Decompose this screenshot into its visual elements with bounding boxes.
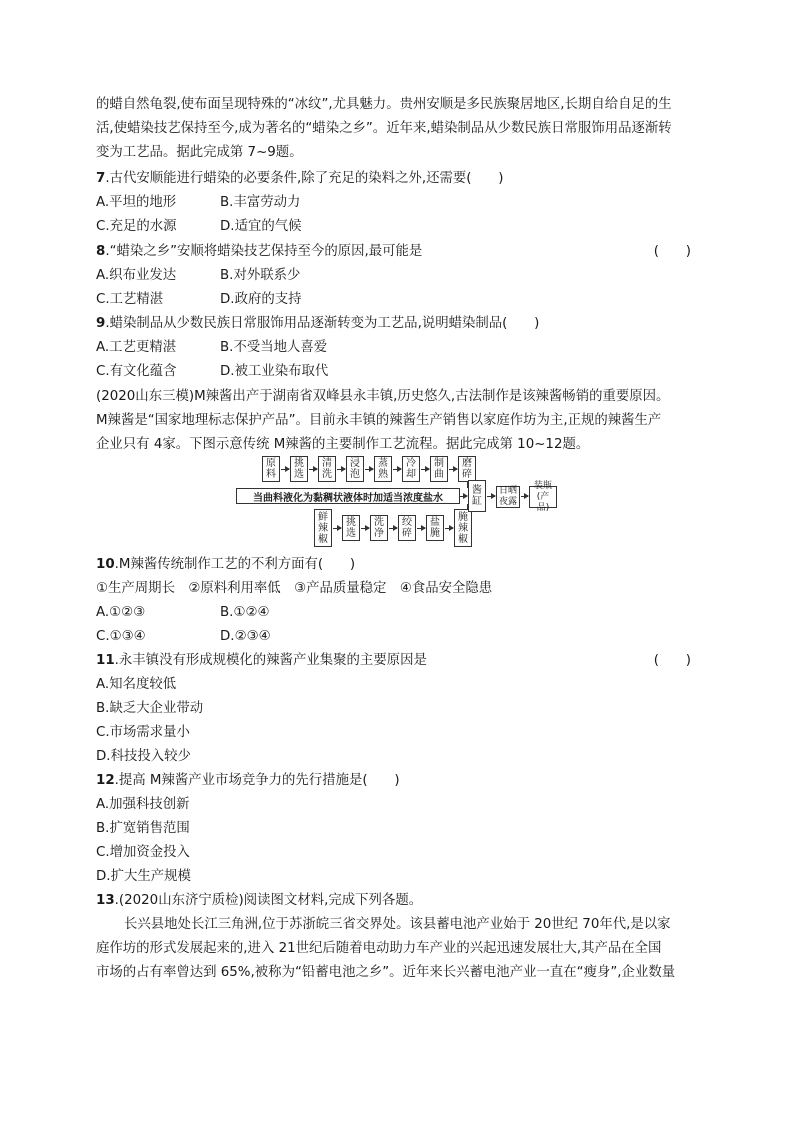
flow-step-top-3: 清洗 xyxy=(318,456,336,482)
intro-line-2: 活,使蜡染技艺保持至今,成为著名的“蜡染之乡”。近年来,蜡染制品从少数民族日常服饰用品逐渐转 xyxy=(96,121,672,136)
flow-sun-dry: 日晒夜露 xyxy=(496,486,520,508)
question-12-option-b: B.扩宽销售范围 xyxy=(96,821,190,836)
flow-arrow-icon xyxy=(361,528,369,529)
passage-2-line-3: 企业只有 4家。下图示意传统 M辣酱的主要制作工艺流程。据此完成第 10~12题。 xyxy=(96,437,590,452)
question-10-items: ①生产周期长 ②原料利用率低 ③产品质量稳定 ④食品安全隐患 xyxy=(96,581,493,596)
question-11-stem: .永丰镇没有形成规模化的辣酱产业集聚的主要原因是 xyxy=(114,653,427,668)
question-9-stem: .蜡染制品从少数民族日常服饰用品逐渐转变为工艺品,说明蜡染制品( ) xyxy=(105,316,540,331)
question-10-number: 10 xyxy=(96,557,115,572)
question-7-option-d: D.适宜的气候 xyxy=(220,219,302,234)
flow-step-top-6: 冷却 xyxy=(402,456,420,482)
question-11-option-c: C.市场需求量小 xyxy=(96,725,190,740)
question-9-option-d: D.被工业染布取代 xyxy=(220,364,329,379)
question-11-answer-paren: ( ) xyxy=(653,653,691,668)
question-13 xyxy=(96,892,422,910)
question-13-number: 13 xyxy=(96,893,115,908)
question-12-option-d: D.扩大生产规模 xyxy=(96,869,191,884)
flow-arrow-icon xyxy=(365,469,373,470)
question-12 xyxy=(96,772,400,790)
flow-step-top-7: 制曲 xyxy=(430,456,448,482)
question-12-stem: .提高 M辣酱产业市场竞争力的先行措施是( ) xyxy=(114,773,400,788)
passage-2-line-1: (2020山东三模)M辣酱出产于湖南省双峰县永丰镇,历史悠久,古法制作是该辣酱畅销的重要原因。 xyxy=(96,389,670,404)
question-8-option-a: A.织布业发达 xyxy=(96,268,177,283)
flow-step-bottom-4: 绞碎 xyxy=(398,515,416,541)
question-12-number: 12 xyxy=(96,773,115,788)
question-8-number: 8 xyxy=(96,244,106,259)
question-11-option-a: A.知名度较低 xyxy=(96,677,177,692)
flow-brine-step: 当曲料液化为黏稠状液体时加适当浓度盐水 xyxy=(236,488,460,504)
question-7-number: 7 xyxy=(96,171,106,186)
flow-arrow-icon xyxy=(487,496,495,497)
question-13-line-2: 庭作坊的形式发展起来的,进入 21世纪后随着电动助力车产业的兴起迅速发展壮大,其产品在全国 xyxy=(96,941,662,956)
flow-arrow-icon xyxy=(333,528,341,529)
flow-step-top-1: 原料 xyxy=(262,456,280,482)
flow-step-bottom-6: 腌辣椒 xyxy=(454,509,472,547)
question-10-option-c: C.①③④ xyxy=(96,629,146,644)
question-13-line-1: 长兴县地处长江三角洲,位于苏浙皖三省交界处。该县蓄电池产业始于 20世纪 70年代,是以家 xyxy=(124,917,671,932)
question-7-stem: .古代安顺能进行蜡染的必要条件,除了充足的染料之外,还需要( ) xyxy=(105,171,504,186)
question-13-stem: .(2020山东济宁质检)阅读图文材料,完成下列各题。 xyxy=(114,893,423,908)
question-9-option-b: B.不受当地人喜爱 xyxy=(220,340,328,355)
flow-arrow-icon xyxy=(393,469,401,470)
flow-step-bottom-5: 盐腌 xyxy=(426,515,444,541)
flow-step-bottom-1: 鲜辣椒 xyxy=(314,509,332,547)
flow-arrow-icon xyxy=(389,528,397,529)
flow-arrow-icon xyxy=(309,469,317,470)
flow-bottling: 装瓶(产品) xyxy=(529,486,557,508)
flow-arrow-icon xyxy=(281,469,289,470)
flow-vat: 酱缸 xyxy=(468,480,486,512)
question-9-option-c: C.有文化蕴含 xyxy=(96,364,177,379)
question-11-option-d: D.科技投入较少 xyxy=(96,749,191,764)
question-7-option-c: C.充足的水源 xyxy=(96,219,177,234)
flow-arrow-icon xyxy=(421,469,429,470)
question-8-option-d: D.政府的支持 xyxy=(220,292,302,307)
question-8-stem: .“蜡染之乡”安顺将蜡染技艺保持至今的原因,最可能是 xyxy=(105,244,423,259)
question-10-option-a: A.①②③ xyxy=(96,605,146,620)
question-11-option-b: B.缺乏大企业带动 xyxy=(96,701,204,716)
flow-step-top-8: 磨碎 xyxy=(458,456,476,482)
question-13-line-3: 市场的占有率曾达到 65%,被称为“铅蓄电池之乡”。近年来长兴蓄电池产业一直在“瘦身”,企业数量 xyxy=(96,965,676,980)
question-8-option-c: C.工艺精湛 xyxy=(96,292,164,307)
question-10-option-b: B.①②④ xyxy=(220,605,270,620)
question-11-number: 11 xyxy=(96,653,115,668)
process-flow-diagram xyxy=(232,454,558,550)
question-10-stem: .M辣酱传统制作工艺的不利方面有( ) xyxy=(114,557,356,572)
question-9-number: 9 xyxy=(96,316,106,331)
flow-step-top-4: 浸泡 xyxy=(346,456,364,482)
question-11 xyxy=(96,652,427,670)
question-10 xyxy=(96,556,355,574)
flow-arrow-icon xyxy=(460,496,467,497)
intro-line-3: 变为工艺品。据此完成第 7~9题。 xyxy=(96,145,303,160)
question-8-answer-paren: ( ) xyxy=(653,244,691,259)
question-12-option-a: A.加强科技创新 xyxy=(96,797,190,812)
question-7-option-b: B.丰富劳动力 xyxy=(220,195,301,210)
flow-arrow-icon xyxy=(337,469,345,470)
question-8-option-b: B.对外联系少 xyxy=(220,268,301,283)
question-8 xyxy=(96,243,422,261)
flow-step-bottom-2: 挑选 xyxy=(342,515,360,541)
question-12-option-c: C.增加资金投入 xyxy=(96,845,190,860)
passage-2-line-2: M辣酱是“国家地理标志保护产品”。目前永丰镇的辣酱生产销售以家庭作坊为主,正规的辣酱生产 xyxy=(96,413,662,428)
question-10-option-d: D.②③④ xyxy=(220,629,271,644)
intro-line-1: 的蜡自然龟裂,使布面呈现特殊的“冰纹”,尤具魅力。贵州安顺是多民族聚居地区,长期自给自足的生 xyxy=(96,97,672,112)
flow-arrow-icon xyxy=(449,469,457,470)
flow-step-top-2: 挑选 xyxy=(290,456,308,482)
flow-step-top-5: 蒸熟 xyxy=(374,456,392,482)
flow-arrow-icon xyxy=(445,528,453,529)
question-7-option-a: A.平坦的地形 xyxy=(96,195,177,210)
question-9 xyxy=(96,315,539,333)
flow-step-bottom-3: 洗净 xyxy=(370,515,388,541)
question-9-option-a: A.工艺更精湛 xyxy=(96,340,177,355)
flow-arrow-icon xyxy=(417,528,425,529)
question-7 xyxy=(96,170,503,188)
flow-arrow-icon xyxy=(521,496,528,497)
